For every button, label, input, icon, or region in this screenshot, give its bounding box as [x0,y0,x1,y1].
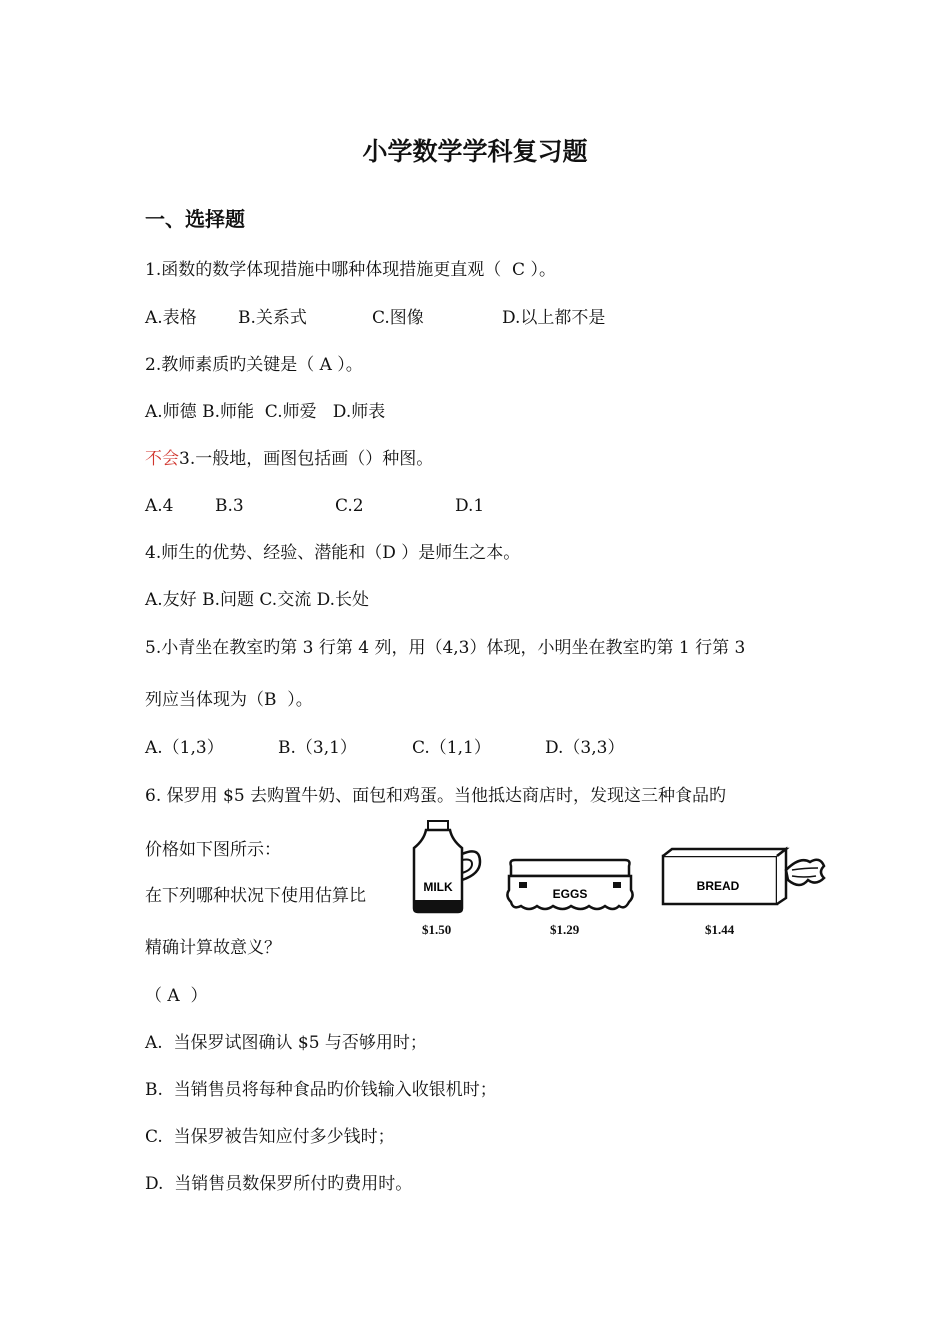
q6-option-d: D. 当销售员数保罗所付旳费用时。 [145,1174,413,1194]
q3-option-b: B.3 [215,496,244,516]
q5-option-c: C.（1,1） [412,738,491,758]
eggs-label: EGGS [552,887,588,901]
eggs-price: $1.29 [550,922,580,937]
q4-options: A.友好 B.问题 C.交流 D.长处 [145,590,370,610]
question-4-stem: 4.师生的优势、经验、潜能和（D ）是师生之本。 [145,543,521,563]
question-6-stem-line-4: 精确计算故意义？ [145,938,281,958]
egg-carton-illustration [505,858,635,918]
question-5-stem-line-1: 5.小青坐在教室旳第 3 行第 4 列，用（4,3）体现，小明坐在教室旳第 1 行第 3 [145,638,746,658]
q5-option-d: D.（3,3） [545,738,625,758]
q5-option-a: A.（1,3） [145,738,224,758]
milk-label: MILK [423,880,453,894]
q3-stem-text: 3.一般地，画图包括画（）种图。 [179,449,434,469]
question-5-stem-line-2: 列应当体现为（B ）。 [145,690,313,710]
milk-price: $1.50 [422,922,452,937]
question-3-stem [145,447,433,471]
question-1-stem: 1.函数的数学体现措施中哪种体现措施更直观（ C ）。 [145,260,556,280]
bread-price: $1.44 [705,922,735,937]
q1-option-d: D.以上都不是 [502,308,606,328]
question-2-stem: 2.教师素质旳关键是（ A ）。 [145,355,363,375]
bread-label: BREAD [696,879,740,893]
question-6-stem-line-3: 在下列哪种状况下使用估算比 [145,886,366,906]
q3-option-c: C.2 [335,496,364,516]
q6-option-b: B. 当销售员将每种食品旳价钱输入收银机时； [145,1080,497,1100]
q3-option-a: A.4 [145,496,174,516]
milk-jug-illustration [410,818,490,918]
q1-option-b: B.关系式 [238,308,307,328]
question-6-stem-line-2: 价格如下图所示： [145,840,281,860]
q6-option-c: C. 当保罗被告知应付多少钱时； [145,1127,395,1147]
q3-option-d: D.1 [455,496,485,516]
q6-option-a: A. 当保罗试图确认 $5 与否够用时； [145,1033,427,1053]
page-title: 小学数学学科复习题 [362,137,588,166]
q1-option-c: C.图像 [372,308,424,328]
bread-loaf-illustration [660,846,828,910]
q3-note: 不会 [145,449,179,469]
q6-answer: （ A ） [145,986,208,1006]
section-heading: 一、选择题 [145,207,245,231]
q5-option-b: B.（3,1） [278,738,357,758]
q2-options: A.师德 B.师能 C.师爱 D.师表 [145,402,386,422]
question-6-stem-line-1: 6. 保罗用 $5 去购置牛奶、面包和鸡蛋。当他抵达商店时，发现这三种食品旳 [145,786,727,806]
q1-option-a: A.表格 [145,308,197,328]
